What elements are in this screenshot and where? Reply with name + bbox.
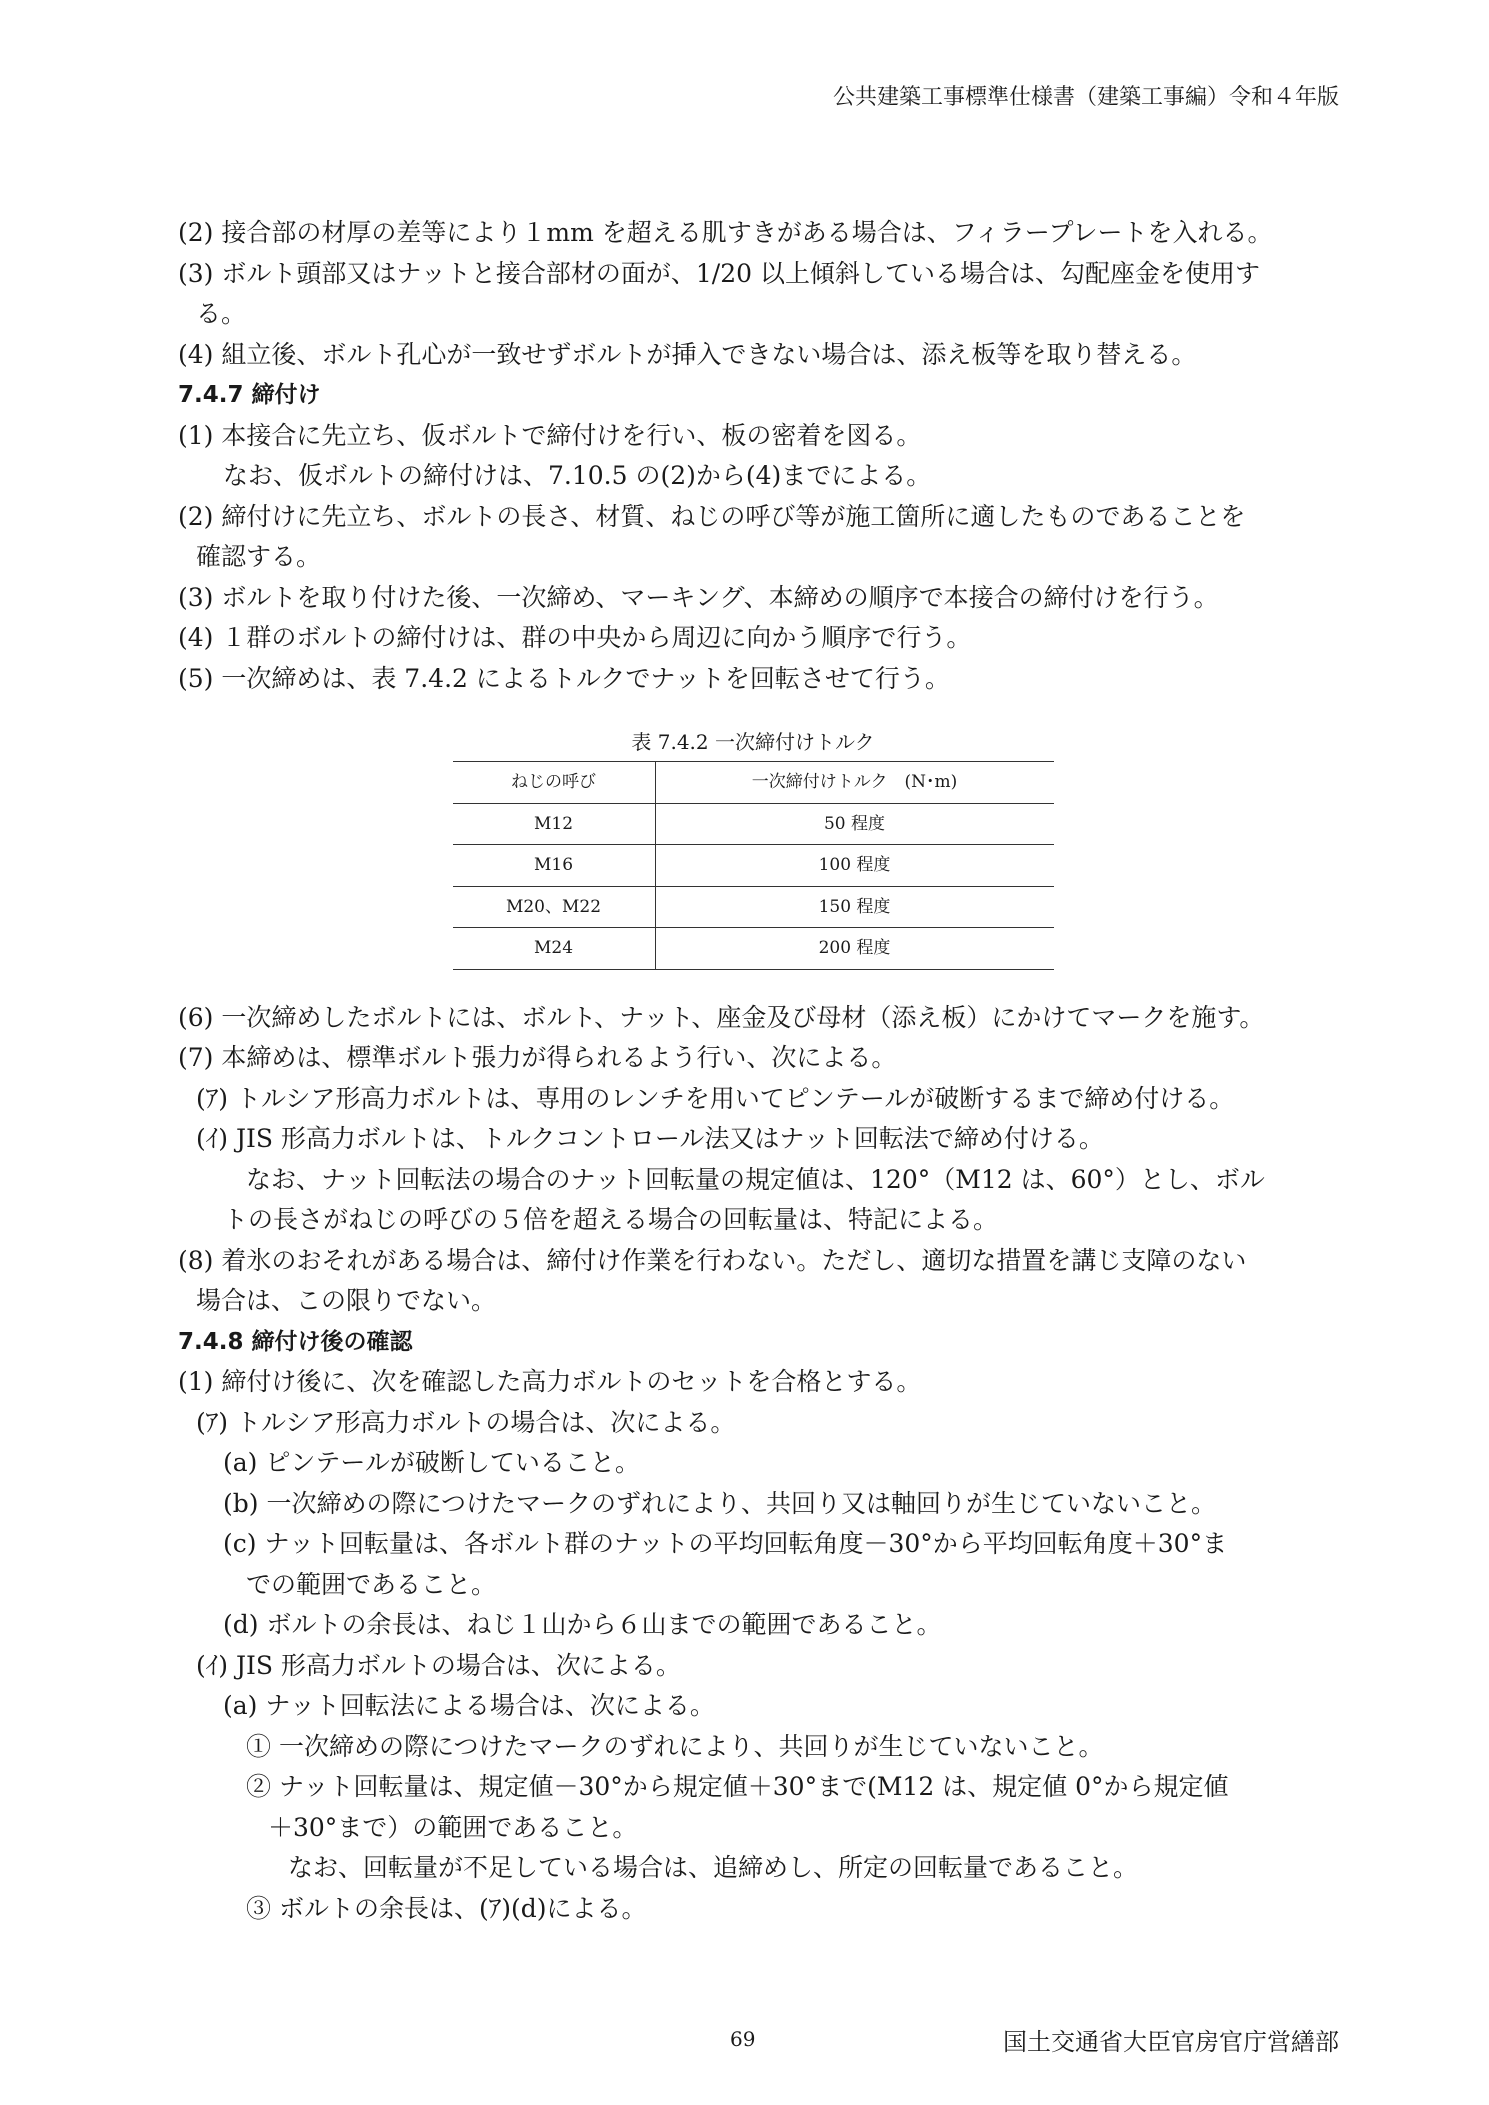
table-row	[453, 803, 1054, 845]
text-line: (d) ボルトの余長は、ねじ１山から６山までの範囲であること。	[223, 1610, 942, 1639]
text-block-after-table	[178, 998, 1328, 1930]
text-line: (1) 本接合に先立ち、仮ボルトで締付けを行い、板の密着を図る。	[178, 420, 922, 450]
table-cell-thread: M24	[453, 928, 656, 970]
text-line: なお、回転量が不足している場合は、追締めし、所定の回転量であること。	[288, 1853, 1139, 1882]
table-row	[453, 886, 1054, 928]
text-line: (7) 本締めは、標準ボルト張力が得られるよう行い、次による。	[178, 1043, 897, 1072]
text-line: (6) 一次締めしたボルトには、ボルト、ナット、座金及び母材（添え板）にかけてマークを施す。	[178, 1002, 1265, 1032]
table-row	[453, 845, 1054, 887]
page-number: 69	[730, 2027, 756, 2051]
text-line: (2) 接合部の材厚の差等により１mm を超える肌すきがある場合は、フィラープレートを入れる。	[178, 218, 1273, 247]
text-line: る。	[196, 299, 247, 328]
torque-table-block	[178, 727, 1328, 970]
text-line: (ｱ) トルシア形高力ボルトの場合は、次による。	[196, 1407, 736, 1437]
text-line: 確認する。	[196, 542, 322, 571]
text-line: 場合は、この限りでない。	[196, 1286, 497, 1315]
text-block-before-table	[178, 213, 1328, 699]
text-line: (3) ボルト頭部又はナットと接合部材の面が、1/20 以上傾斜している場合は、勾配座金を使用す	[178, 258, 1260, 288]
table-cell-thread: M12	[453, 803, 656, 845]
table-cell-torque: 200 程度	[655, 928, 1054, 970]
text-line: (4) １群のボルトの締付けは、群の中央から周辺に向かう順序で行う。	[178, 623, 972, 652]
page-header: 公共建築工事標準仕様書（建築工事編）令和４年版	[832, 85, 1339, 110]
torque-table	[453, 761, 1054, 970]
text-line: (ｲ) JIS 形高力ボルトの場合は、次による。	[196, 1650, 681, 1680]
footer-organization: 国土交通省大臣官房官庁営繕部	[1003, 2028, 1339, 2056]
table-cell-torque: 150 程度	[655, 886, 1054, 928]
table-cell-thread: M16	[453, 845, 656, 887]
text-line: (2) 締付けに先立ち、ボルトの長さ、材質、ねじの呼び等が施工箇所に適したものであることを	[178, 501, 1246, 531]
table-caption: 表 7.4.2 一次締付けトルク	[631, 730, 875, 754]
table-header-row	[453, 762, 1054, 804]
text-line: (1) 締付け後に、次を確認した高力ボルトのセットを合格とする。	[178, 1367, 922, 1396]
text-line: なお、仮ボルトの締付けは、7.10.5 の(2)から(4)までによる。	[223, 461, 932, 490]
table-header-cell: 一次締付けトルク (N･m)	[655, 762, 1054, 804]
table-cell-torque: 100 程度	[655, 845, 1054, 887]
text-line: での範囲であること。	[246, 1569, 497, 1599]
text-line: (3) ボルトを取り付けた後、一次締め、マーキング、本締めの順序で本接合の締付けを行う。	[178, 582, 1219, 612]
page-body	[178, 213, 1328, 1929]
text-line: (5) 一次締めは、表 7.4.2 によるトルクでナットを回転させて行う。	[178, 663, 950, 693]
text-line: (a) ピンテールが破断していること。	[223, 1448, 640, 1477]
text-line: (a) ナット回転法による場合は、次による。	[223, 1691, 715, 1720]
text-line: なお、ナット回転法の場合のナット回転量の規定値は、120°（M12 は、60°）とし、ボル	[246, 1164, 1265, 1194]
text-line: (c) ナット回転量は、各ボルト群のナットの平均回転角度－30°から平均回転角度＋30°ま	[223, 1529, 1228, 1558]
table-cell-torque: 50 程度	[655, 803, 1054, 845]
text-line: (4) 組立後、ボルト孔心が一致せずボルトが挿入できない場合は、添え板等を取り替える。	[178, 339, 1197, 369]
table-row	[453, 928, 1054, 970]
text-line: ③ ボルトの余長は、(ｱ)(d)による。	[246, 1893, 647, 1923]
text-line: ＋30°まで）の範囲であること。	[268, 1812, 638, 1842]
text-line: (ｱ) トルシア形高力ボルトは、専用のレンチを用いてピンテールが破断するまで締め付ける。	[196, 1083, 1235, 1113]
section-heading: 7.4.7 締付け	[178, 382, 321, 408]
table-cell-thread: M20、M22	[453, 886, 656, 928]
text-line: トの長さがねじの呼びの５倍を超える場合の回転量は、特記による。	[223, 1205, 999, 1234]
text-line: (b) 一次締めの際につけたマークのずれにより、共回り又は軸回りが生じていないこと。	[223, 1488, 1216, 1518]
text-line: (8) 着氷のおそれがある場合は、締付け作業を行わない。ただし、適切な措置を講じ支障のない	[178, 1245, 1247, 1275]
text-line: ② ナット回転量は、規定値－30°から規定値＋30°まで(M12 は、規定値 0°から規定値	[246, 1772, 1229, 1801]
text-line: (ｲ) JIS 形高力ボルトは、トルクコントロール法又はナット回転法で締め付ける。	[196, 1124, 1104, 1153]
text-line: ① 一次締めの際につけたマークのずれにより、共回りが生じていないこと。	[246, 1731, 1104, 1761]
table-header-cell: ねじの呼び	[453, 762, 656, 804]
section-heading: 7.4.8 締付け後の確認	[178, 1328, 413, 1355]
